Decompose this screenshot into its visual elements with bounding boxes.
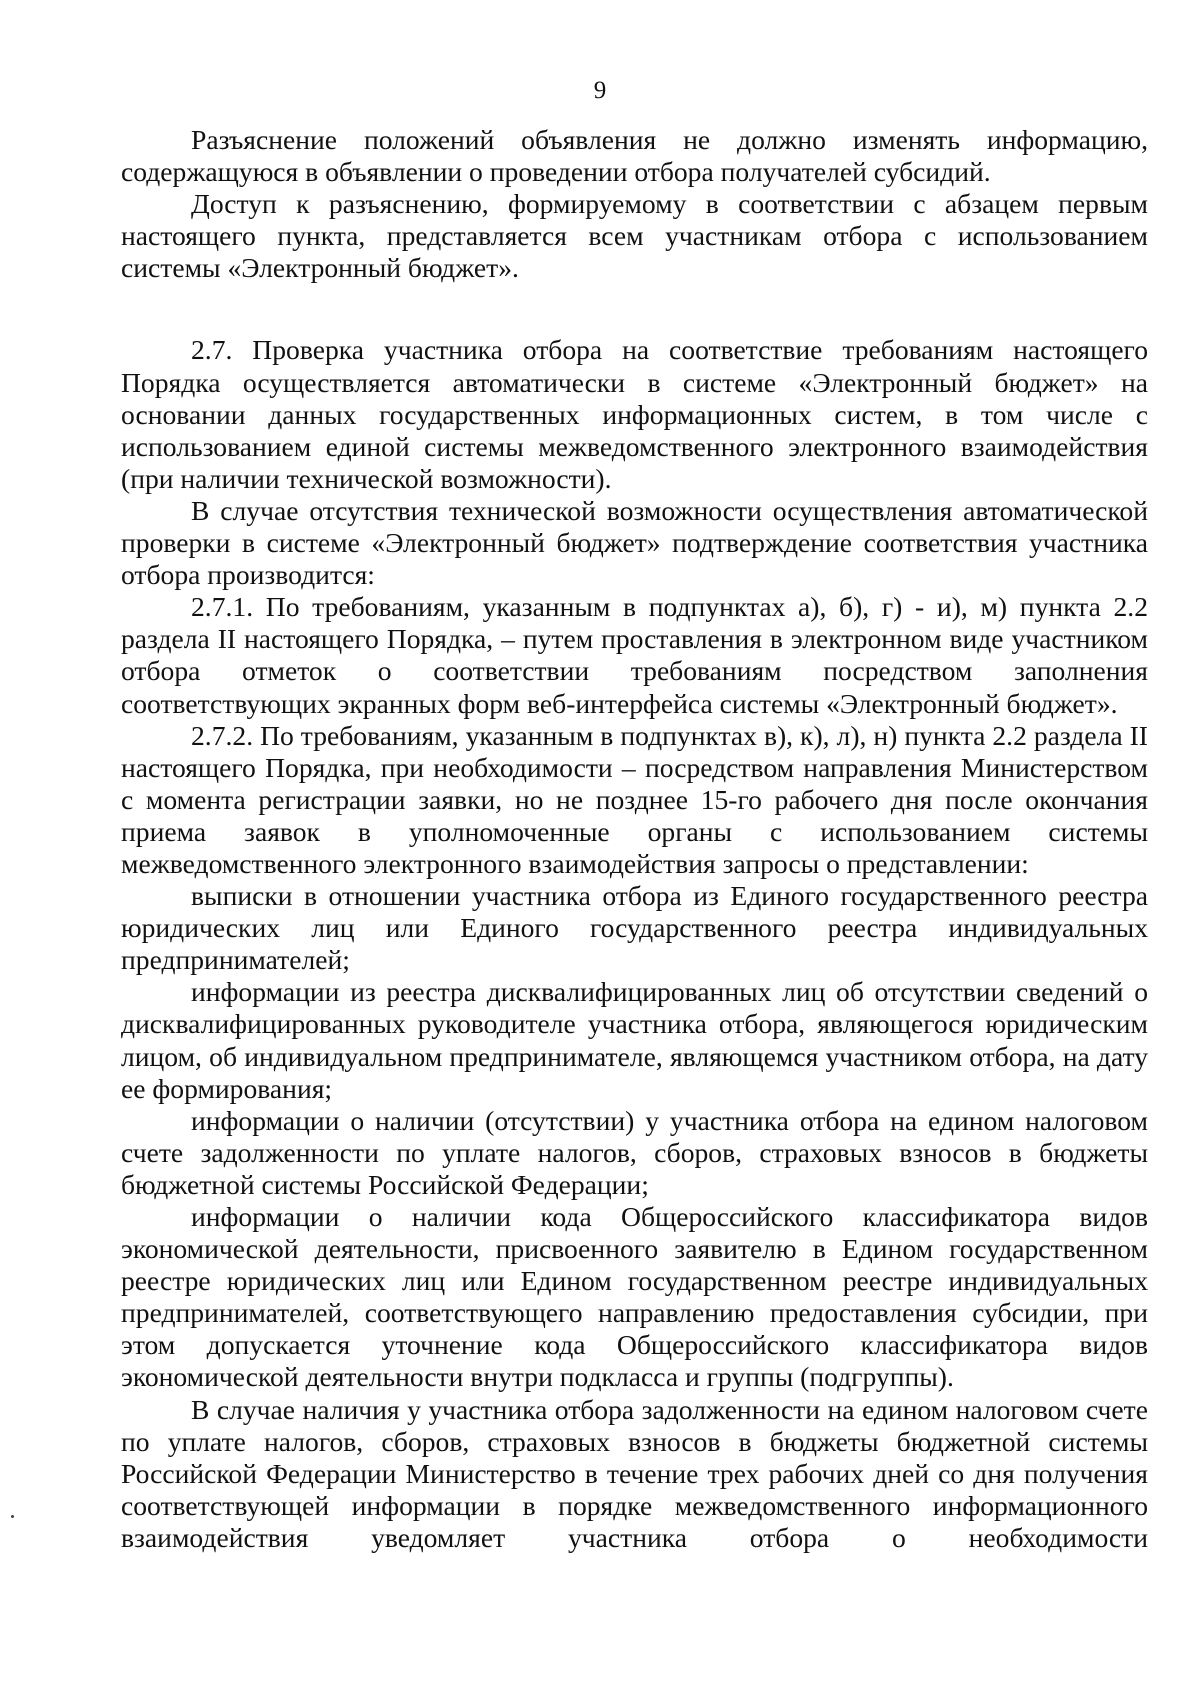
paragraph: В случае наличия у участника отбора задолженности на едином налоговом счете по уплате налогов, сборов, страховых взносов в бюджеты бюджетной системы Российской Федерации Министерство в течение трех рабочих дней со дня получения соответствующей информации в порядке межведомственного информационного взаимодействия уведомляет участника отбора о необходимости [121, 1393, 1148, 1553]
paragraph: информации из реестра дисквалифицированных лиц об отсутствии сведений о дисквалифицированных руководителе участника отбора, являющегося юридическим лицом, об индивидуальном предпринимателе, являющемся участником отбора, на дату ее формирования; [121, 976, 1148, 1104]
paragraph: информации о наличии (отсутствии) у участника отбора на едином налоговом счете задолженности по уплате налогов, сборов, страховых взносов в бюджеты бюджетной системы Российской Федерации; [121, 1104, 1148, 1200]
scan-speck [11, 1515, 14, 1518]
paragraph: Доступ к разъяснению, формируемому в соответствии с абзацем первым настоящего пункта, представляется всем участникам отбора с использованием системы «Электронный бюджет». [121, 188, 1148, 284]
paragraph: информации о наличии кода Общероссийского классификатора видов экономической деятельности, присвоенного заявителю в Едином государственном реестре юридических лиц или Едином государственном реестре индивидуальных предпринимателей, соответствующего направлению предоставления субсидии, при этом допускается уточнение кода Общероссийского классификатора видов экономической деятельности внутри подкласса и группы (подгруппы). [121, 1201, 1148, 1393]
paragraph: 2.7. Проверка участника отбора на соответствие требованиям настоящего Порядка осуществляется автоматически в системе «Электронный бюджет» на основании данных государственных информационных систем, в том числе с использованием единой системы межведомственного электронного взаимодействия (при наличии технической возможности). [121, 334, 1148, 494]
paragraph: В случае отсутствия технической возможности осуществления автоматической проверки в системе «Электронный бюджет» подтверждение соответствия участника отбора производится: [121, 494, 1148, 591]
paragraph: выписки в отношении участника отбора из Единого государственного реестра юридических лиц или Единого государственного реестра индивидуальных предпринимателей; [121, 880, 1148, 976]
paragraph: Разъяснение положений объявления не должно изменять информацию, содержащуюся в объявлении о проведении отбора получателей субсидий. [121, 124, 1148, 188]
page-number: 9 [593, 77, 607, 104]
document-body [121, 124, 1148, 1554]
paragraph: 2.7.1. По требованиям, указанным в подпунктах а), б), г) - и), м) пункта 2.2 раздела II настоящего Порядка, – путем проставления в электронном виде участником отбора отметок о соответствии требованиям посредством заполнения соответствующих экранных форм веб-интерфейса системы «Электронный бюджет». [121, 591, 1148, 719]
section-gap [121, 284, 1148, 334]
paragraph: 2.7.2. По требованиям, указанным в подпунктах в), к), л), н) пункта 2.2 раздела II настоящего Порядка, при необходимости – посредством направления Министерством с момента регистрации заявки, но не позднее 15-го рабочего дня после окончания приема заявок в уполномоченные органы с использованием системы межведомственного электронного взаимодействия запросы о представлении: [121, 719, 1148, 879]
